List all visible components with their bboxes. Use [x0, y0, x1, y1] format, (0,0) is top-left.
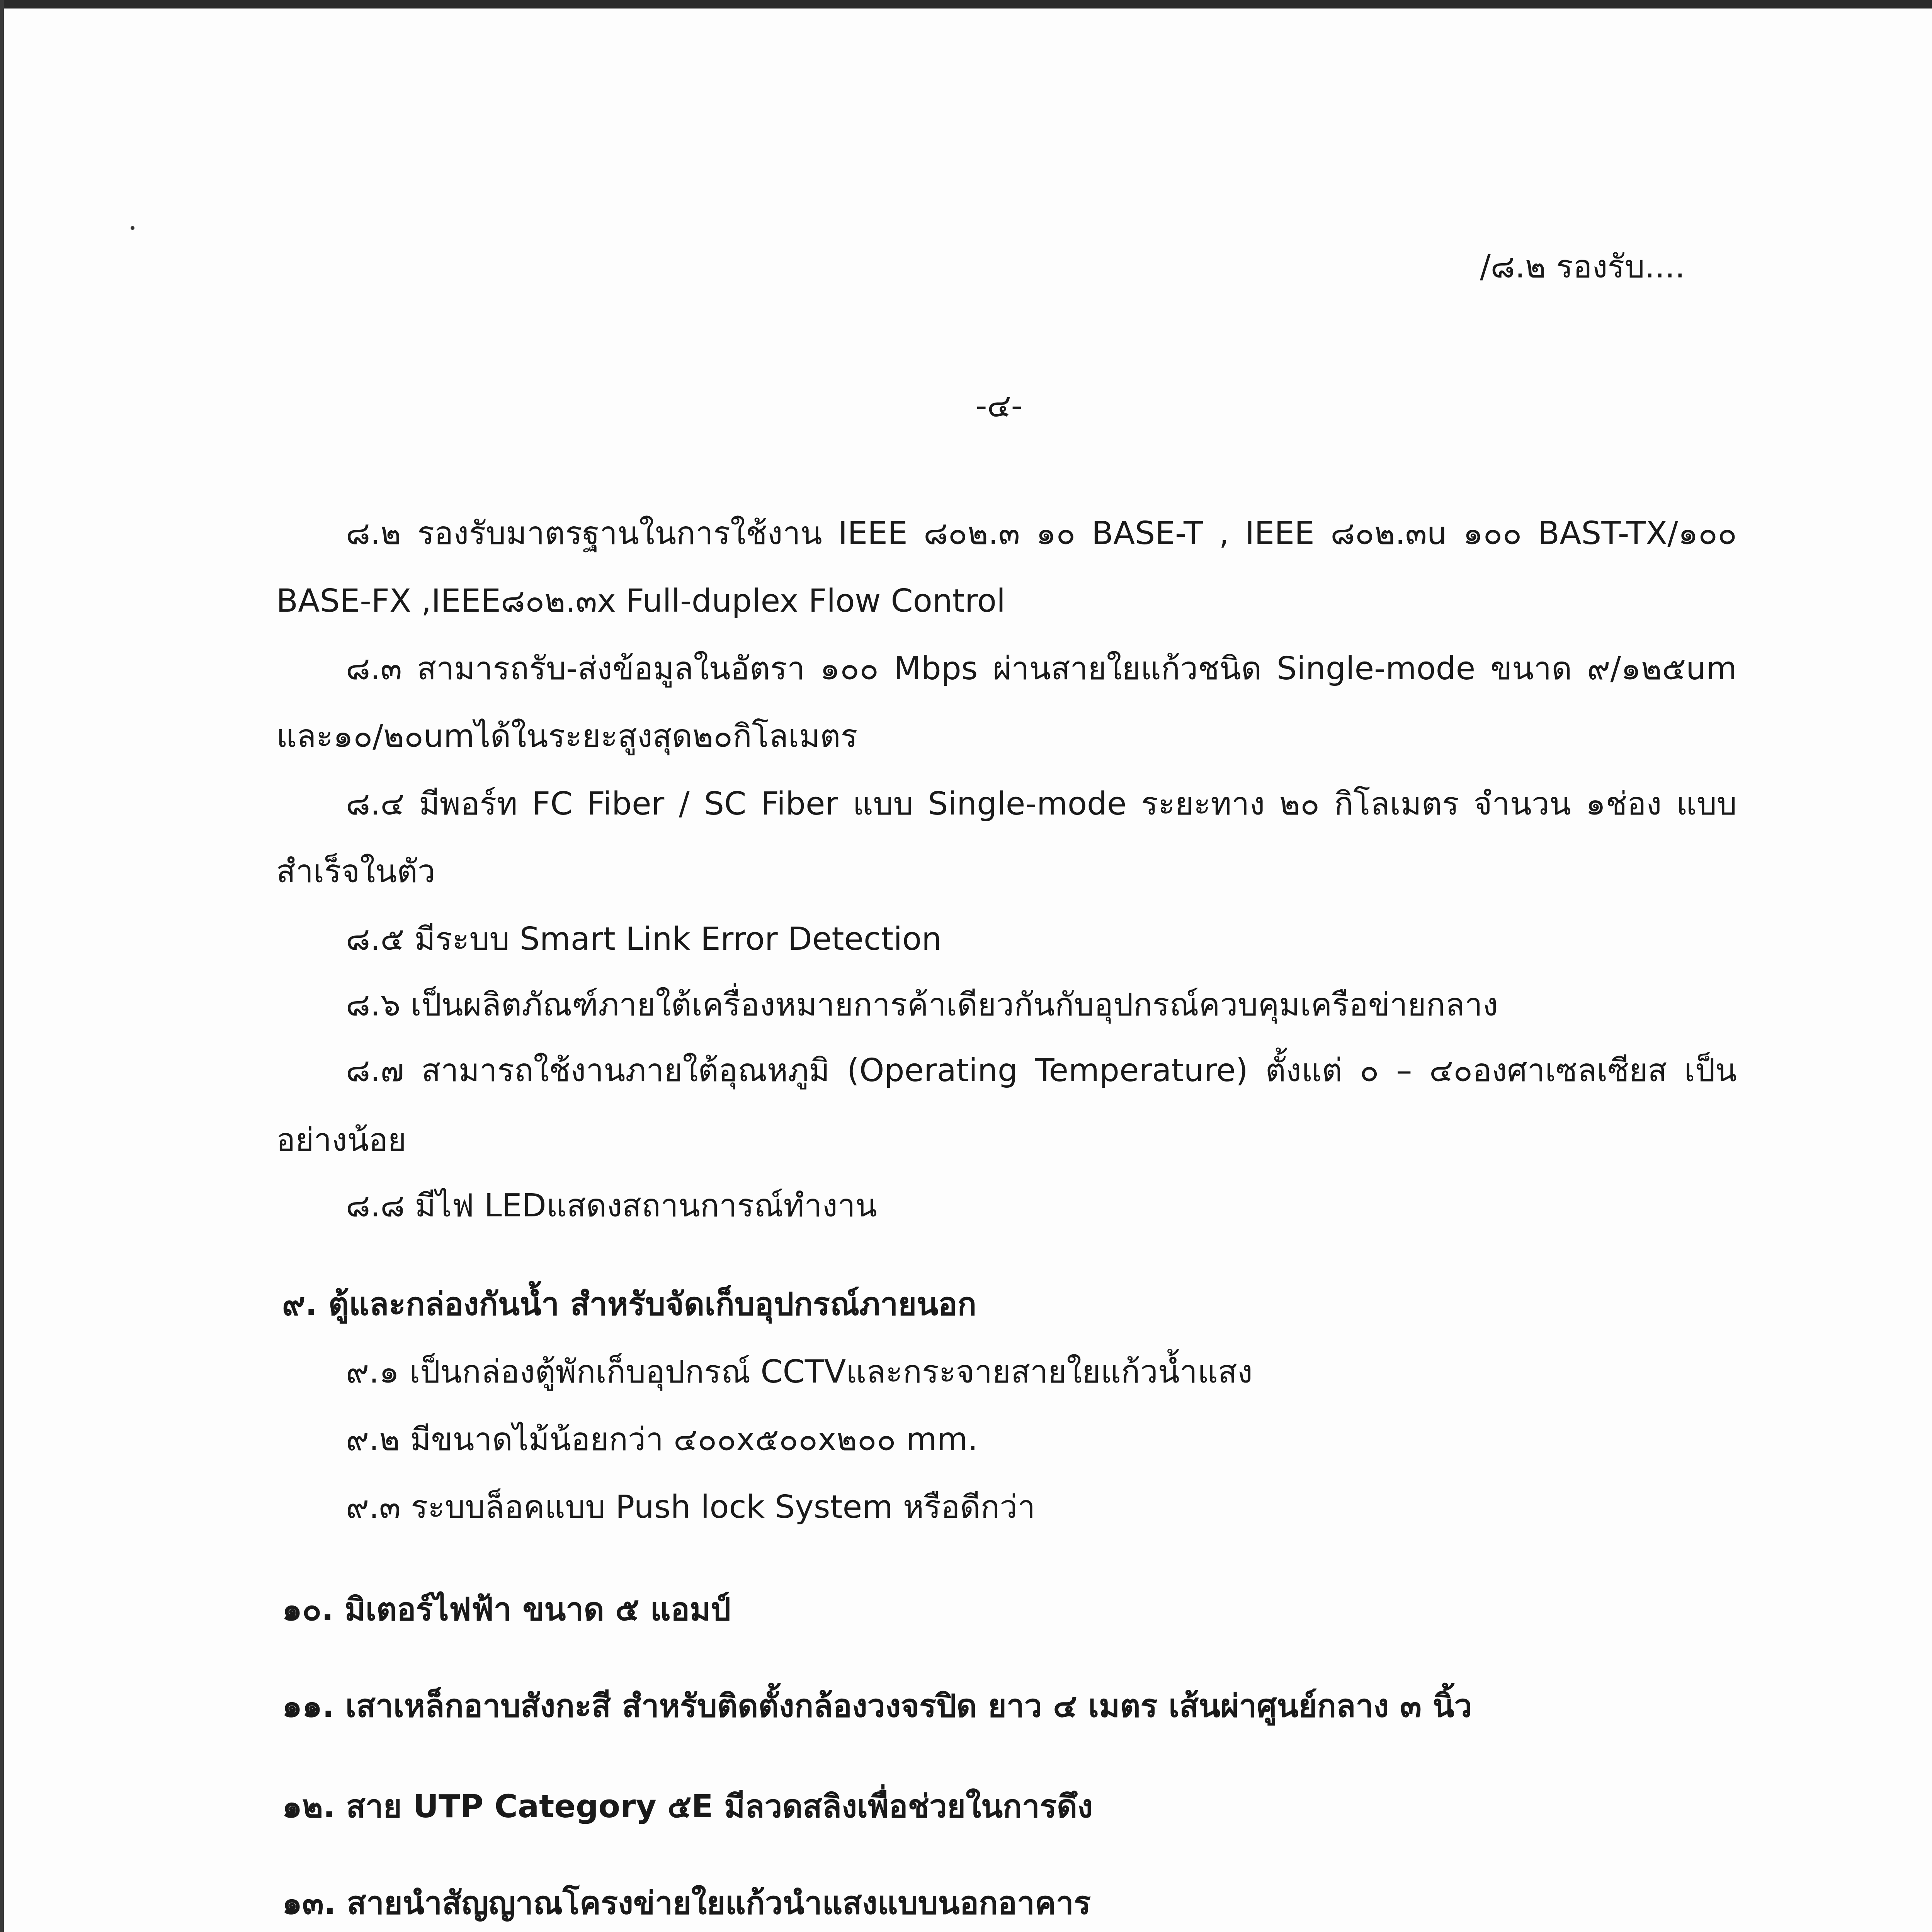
scan-edge-top: [0, 0, 1932, 9]
section-12-heading: ๑๒. สาย UTP Category ๕E มีลวดสลิงเพื่อช่วยในการดึง: [282, 1788, 1093, 1825]
item-8-2-line1: ๘.๒ รองรับมาตรฐานในการใช้งาน IEEE ๘๐๒.๓ ๑๐ BASE-T , IEEE ๘๐๒.๓u ๑๐๐ BAST-TX/๑๐๐: [346, 515, 1737, 552]
item-8-8: ๘.๘ มีไฟ LEDแสดงสถานการณ์ทำงาน: [346, 1187, 877, 1224]
item-8-3-line2: และ๑๐/๒๐umได้ในระยะสูงสุด๒๐กิโลเมตร: [276, 718, 858, 755]
item-8-3-line1: ๘.๓ สามารถรับ-ส่งข้อมูลในอัตรา ๑๐๐ Mbps ผ่านสายใยแก้วชนิด Single-mode ขนาด ๙/๑๒๕um: [346, 650, 1737, 687]
scan-edge-left: [0, 0, 4, 1932]
item-8-2-line2: BASE-FX ,IEEE๘๐๒.๓x Full-duplex Flow Control: [276, 583, 1005, 619]
section-13-heading: ๑๓. สายนำสัญญาณโครงข่ายใยแก้วนำแสงแบบนอกอาคาร: [282, 1885, 1091, 1922]
item-8-4-line2: สำเร็จในตัว: [276, 853, 435, 890]
page-number: -๔-: [976, 388, 1023, 424]
continuation-top: /๘.๒ รองรับ....: [1480, 248, 1685, 285]
item-8-4-line1: ๘.๔ มีพอร์ท FC Fiber / SC Fiber แบบ Single-mode ระยะทาง ๒๐ กิโลเมตร จำนวน ๑ช่อง แบบ: [346, 786, 1737, 822]
item-8-5: ๘.๕ มีระบบ Smart Link Error Detection: [346, 921, 942, 957]
item-8-6: ๘.๖ เป็นผลิตภัณฑ์ภายใต้เครื่องหมายการค้าเดียวกันกับอุปกรณ์ควบคุมเครือข่ายกลาง: [346, 986, 1498, 1023]
section-10-heading: ๑๐. มิเตอร์ไฟฟ้า ขนาด ๕ แอมป์: [282, 1591, 731, 1628]
item-9-1: ๙.๑ เป็นกล่องตู้พักเก็บอุปกรณ์ CCTVและกระจายสายใยแก้วน้ำแสง: [346, 1354, 1253, 1390]
section-9-heading: ๙. ตู้และกล่องกันน้ำ สำหรับจัดเก็บอุปกรณ์ภายนอก: [282, 1286, 977, 1323]
item-8-7-line1: ๘.๗ สามารถใช้งานภายใต้อุณหภูมิ (Operating Temperature) ตั้งแต่ ๐ – ๔๐องศาเซลเซียส เป็น: [346, 1052, 1737, 1089]
section-11-heading: ๑๑. เสาเหล็กอาบสังกะสี สำหรับติดตั้งกล้องวงจรปิด ยาว ๔ เมตร เส้นผ่าศูนย์กลาง ๓ นิ้ว: [282, 1688, 1472, 1725]
item-9-2: ๙.๒ มีขนาดไม้น้อยกว่า ๔๐๐x๕๐๐x๒๐๐ mm.: [346, 1421, 978, 1458]
item-9-3: ๙.๓ ระบบล็อคแบบ Push lock System หรือดีกว่า: [346, 1489, 1036, 1526]
speck: [131, 226, 134, 230]
item-8-7-line2: อย่างน้อย: [276, 1122, 406, 1158]
